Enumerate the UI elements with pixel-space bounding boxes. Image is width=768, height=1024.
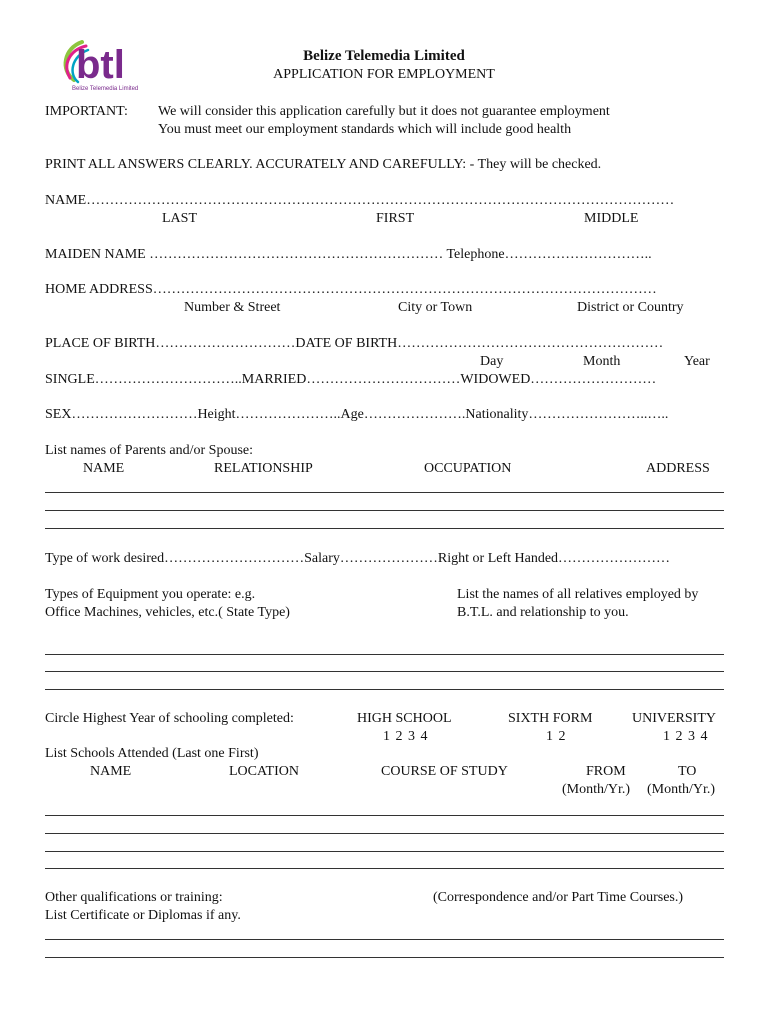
schooling-university-years[interactable]: 1 2 3 4 (663, 729, 709, 744)
qualifications-line-a[interactable] (45, 939, 724, 940)
schools-intro: List Schools Attended (Last one First) (45, 746, 259, 761)
qualifications-line-2: List Certificate or Diplomas if any. (45, 908, 241, 923)
name-sub-first: FIRST (376, 211, 415, 226)
parents-line-2[interactable] (45, 510, 724, 511)
parents-line-1[interactable] (45, 492, 724, 493)
print-instruction: PRINT ALL ANSWERS CLEARLY. ACCURATELY AND CAREFULLY: - They will be checked. (45, 157, 602, 172)
equipment-line-2: Office Machines, vehicles, etc.( State Type) (45, 605, 290, 620)
equipment-line-b[interactable] (45, 671, 724, 672)
btl-logo-graphic (52, 34, 152, 92)
schools-col-course: COURSE OF STUDY (381, 764, 508, 779)
parents-line-3[interactable] (45, 528, 724, 529)
schooling-high-school: HIGH SCHOOL (357, 711, 452, 726)
equipment-line-c[interactable] (45, 689, 724, 690)
parents-col-relationship: RELATIONSHIP (214, 461, 313, 476)
name-field[interactable]: NAME……………………………………………………………………………………………………………… (45, 193, 675, 208)
address-sub-street: Number & Street (184, 300, 281, 315)
important-line-1: We will consider this application carefully but it does not guarantee employment (158, 104, 610, 119)
qualifications-line-b[interactable] (45, 957, 724, 958)
work-salary-field[interactable]: Type of work desired…………………………Salary…………………Right or Left Handed…………………… (45, 551, 671, 566)
parents-intro: List names of Parents and/or Spouse: (45, 443, 254, 458)
schools-col-location: LOCATION (229, 764, 299, 779)
parents-col-name: NAME (83, 461, 125, 476)
schools-line-2[interactable] (45, 833, 724, 834)
schools-line-1[interactable] (45, 815, 724, 816)
schooling-label: Circle Highest Year of schooling completed: (45, 711, 294, 726)
btl-logo (52, 34, 152, 92)
important-label: IMPORTANT: (45, 104, 128, 119)
schools-col-from: FROM (586, 764, 626, 779)
schools-col-name: NAME (90, 764, 132, 779)
schools-col-to: TO (678, 764, 697, 779)
equipment-line-1: Types of Equipment you operate: e.g. (45, 587, 256, 602)
name-sub-last: LAST (162, 211, 197, 226)
form-title: APPLICATION FOR EMPLOYMENT (273, 67, 495, 82)
schooling-sixth-form: SIXTH FORM (508, 711, 593, 726)
schools-line-3[interactable] (45, 851, 724, 852)
parents-col-occupation: OCCUPATION (424, 461, 512, 476)
relatives-line-2: B.T.L. and relationship to you. (457, 605, 629, 620)
birth-sub-year: Year (684, 354, 710, 369)
logo-wordmark: btl (76, 43, 125, 87)
equipment-line-a[interactable] (45, 654, 724, 655)
qualifications-note: (Correspondence and/or Part Time Courses.) (433, 890, 684, 905)
address-sub-district: District or Country (577, 300, 684, 315)
important-line-2: You must meet our employment standards which will include good health (158, 122, 572, 137)
birth-sub-day: Day (480, 354, 504, 369)
maiden-telephone-field[interactable]: MAIDEN NAME ……………………………………………………… Telephone………………………….. (45, 247, 652, 262)
birth-field[interactable]: PLACE OF BIRTH…………………………DATE OF BIRTH………………………………………………… (45, 336, 664, 351)
schools-to-sub: (Month/Yr.) (647, 782, 716, 797)
schooling-high-school-years[interactable]: 1 2 3 4 (383, 729, 429, 744)
marital-status-field[interactable]: SINGLE…………………………..MARRIED……………………………WIDOWED……………………… (45, 372, 657, 387)
qualifications-line-1: Other qualifications or training: (45, 890, 223, 905)
schooling-sixth-form-years[interactable]: 1 2 (546, 729, 567, 744)
sex-height-age-field[interactable]: SEX………………………Height…………………..Age………………….Nationality……………………..….. (45, 407, 669, 422)
parents-col-address: ADDRESS (646, 461, 710, 476)
company-name: Belize Telemedia Limited (303, 48, 465, 64)
address-sub-city: City or Town (398, 300, 473, 315)
schooling-university: UNIVERSITY (632, 711, 716, 726)
home-address-field[interactable]: HOME ADDRESS……………………………………………………………………………………………… (45, 282, 657, 297)
logo-tagline: Belize Telemedia Limited (72, 86, 139, 92)
relatives-line-1: List the names of all relatives employed by (457, 587, 699, 602)
birth-sub-month: Month (583, 354, 621, 369)
name-sub-middle: MIDDLE (584, 211, 639, 226)
schools-from-sub: (Month/Yr.) (562, 782, 631, 797)
schools-line-4[interactable] (45, 868, 724, 869)
